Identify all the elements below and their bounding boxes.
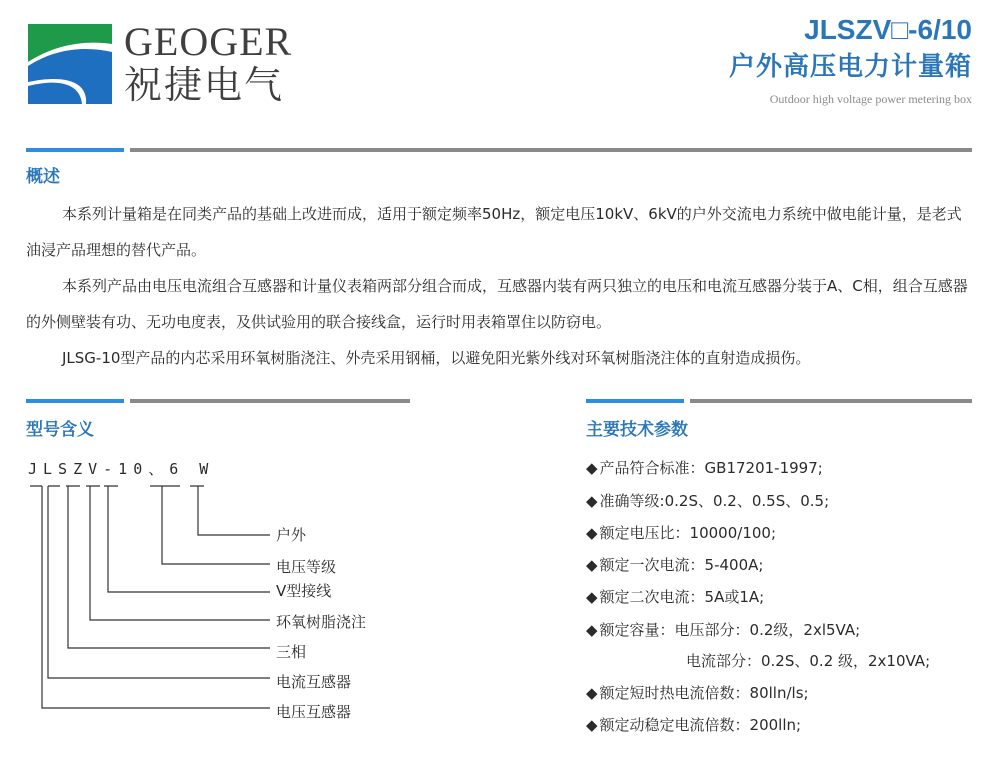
model-label: 电流互感器 bbox=[276, 673, 352, 691]
product-title-en: Outdoor high voltage power metering box bbox=[769, 92, 972, 106]
diamond-bullet-icon: ◆ bbox=[586, 684, 598, 702]
diamond-bullet-icon: ◆ bbox=[586, 492, 598, 510]
spec-item: ◆ 额定二次电流：5A或1A; bbox=[586, 588, 765, 606]
model-label: 电压互感器 bbox=[276, 703, 352, 721]
model-label: 三相 bbox=[276, 643, 307, 661]
spec-item: ◆ 额定一次电流：5-400A; bbox=[586, 556, 764, 574]
diamond-bullet-icon: ◆ bbox=[586, 459, 598, 477]
overview-paragraph: 本系列产品由电压电流组合互感器和计量仪表箱两部分组合而成，互感器内装有两只独立的电压和电流互感器分装于A、C相，组合互感器的外侧壁装有功、无功电度表，及供试验用的联合接线盒，运行时用表箱罩住以防窃电。 bbox=[26, 277, 968, 331]
spec-item: ◆ 产品符合标准：GB17201-1997; bbox=[586, 459, 823, 477]
overview-paragraph: 本系列计量箱是在同类产品的基础上改进而成，适用于额定频率50Hz，额定电压10kV、6kV的户外交流电力系统中做电能计量，是老式油浸产品理想的替代产品。 bbox=[26, 205, 962, 259]
spec-item: ◆ 额定短时热电流倍数：80lln/ls; bbox=[586, 684, 809, 702]
diamond-bullet-icon: ◆ bbox=[586, 716, 598, 734]
section-divider bbox=[26, 148, 972, 152]
model-label: V型接线 bbox=[276, 582, 332, 600]
brand-name-cn: 祝捷电气 bbox=[124, 63, 285, 107]
spec-item: ◆ 额定动稳定电流倍数：200lln; bbox=[586, 716, 802, 734]
geoger-logo-icon bbox=[26, 22, 114, 106]
brand-name-en: GEOGER bbox=[124, 19, 293, 64]
diamond-bullet-icon: ◆ bbox=[586, 621, 598, 639]
product-title-cn: 户外高压电力计量箱 bbox=[728, 52, 972, 82]
product-model: JLSZV□-6/10 bbox=[804, 14, 972, 45]
spec-item: ◆ 准确等级:0.2S、0.2、0.5S、0.5; bbox=[586, 492, 830, 510]
model-label: 环氧树脂浇注 bbox=[276, 613, 367, 631]
diamond-bullet-icon: ◆ bbox=[586, 556, 598, 574]
model-code: JLSZV-10、6 W bbox=[28, 460, 215, 478]
specs-title: 主要技术参数 bbox=[586, 420, 688, 440]
model-diagram bbox=[0, 480, 400, 740]
spec-capacity-current: 电流部分：0.2S、0.2 级，2x10VA; bbox=[686, 652, 931, 670]
diamond-bullet-icon: ◆ bbox=[586, 524, 598, 542]
diamond-bullet-icon: ◆ bbox=[586, 588, 598, 606]
model-label: 电压等级 bbox=[276, 558, 337, 576]
model-meaning-title: 型号含义 bbox=[26, 420, 94, 440]
spec-item: ◆ 额定电压比：10000/100; bbox=[586, 524, 777, 542]
section-divider bbox=[26, 399, 410, 403]
spec-item: ◆ 额定容量：电压部分：0.2级，2xl5VA; bbox=[586, 621, 861, 639]
model-label: 户外 bbox=[276, 526, 307, 544]
overview-title: 概述 bbox=[26, 167, 60, 187]
overview-paragraph: JLSG-10型产品的内芯采用环氧树脂浇注、外壳采用钢桶，以避免阳光紫外线对环氧树脂浇注体的直射造成损伤。 bbox=[62, 349, 811, 367]
section-divider bbox=[586, 399, 972, 403]
